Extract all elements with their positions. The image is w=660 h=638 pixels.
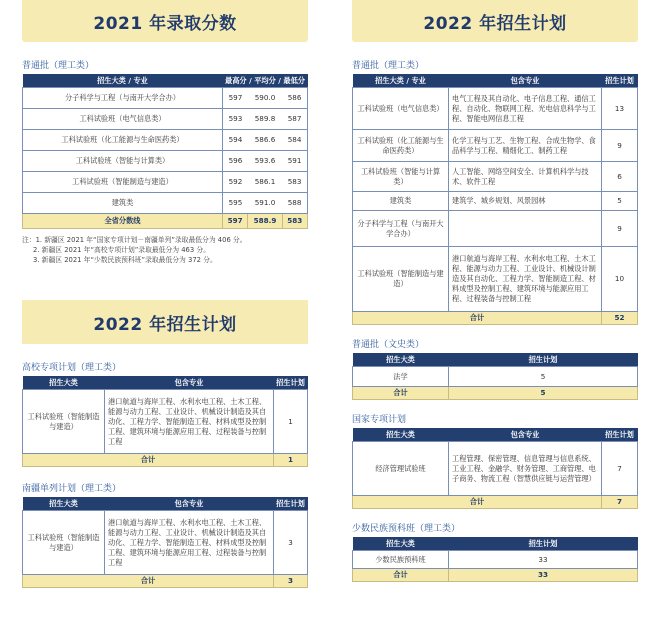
- score-row-min: 591: [282, 151, 307, 172]
- yuke-row: [353, 551, 638, 569]
- putong-li-majors: [449, 211, 602, 247]
- putong-li-total-value: 52: [602, 312, 638, 325]
- guojia-total-row: [353, 496, 638, 509]
- gaoxiao-table: [22, 376, 308, 467]
- score-notes: [22, 235, 308, 265]
- score-row-max: 595: [223, 193, 248, 214]
- score-row-max: 597: [223, 88, 248, 109]
- putong-li-majors: 建筑学、城乡规划、风景园林: [449, 192, 602, 211]
- nanjiang-row: [23, 511, 308, 575]
- nanjiang-category: 工科试验班（智能制造与建造）: [23, 511, 105, 575]
- score-row-name: 工科试验班（电气信息类）: [23, 109, 223, 130]
- gaoxiao-plan: 1: [274, 390, 308, 454]
- putong-wen-plan: 5: [449, 367, 638, 387]
- nanjiang-total-row: [23, 575, 308, 588]
- nanjiang-majors: 港口航道与海岸工程、水利水电工程、土木工程、能源与动力工程、工业设计、机械设计制造及其自动化、工程力学、智能制造工程、材料成型及控制工程、建筑环境与能源应用工程、过程装备与控制工程: [105, 511, 274, 575]
- guojia-plan: 7: [602, 442, 638, 496]
- banner-2022-plan-right: [352, 0, 638, 42]
- score-row-max: 592: [223, 172, 248, 193]
- guojia-table: [352, 428, 638, 509]
- putong-li-row: [353, 211, 638, 247]
- banner-2021-scores-title: 2021 年录取分数: [93, 13, 237, 34]
- score-row-avg: 589.8: [248, 109, 282, 130]
- score-row-name: 工科试验班（智能与计算类）: [23, 151, 223, 172]
- guojia-total-value: 7: [602, 496, 638, 509]
- yuke-title: 少数民族预科班（理工类）: [352, 524, 461, 534]
- putong-li-total-label: 合计: [353, 312, 602, 325]
- yuke-total-row: [353, 569, 638, 582]
- guojia-majors: 工程管理、保密管理、信息管理与信息系统、工业工程、金融学、财务管理、工商管理、电子商务、物流工程（智慧供应链与运营管理）: [449, 442, 602, 496]
- putong-li-plan: 9: [602, 130, 638, 162]
- score-total-min: 583: [282, 214, 307, 229]
- score-total-name: 全省分数线: [23, 214, 223, 229]
- putong-li-table: [352, 74, 638, 325]
- putong-li-row: [353, 88, 638, 130]
- score-row-name: 工科试验班（智能制造与建造）: [23, 172, 223, 193]
- gaoxiao-header-majors: 包含专业: [105, 376, 274, 390]
- gaoxiao-total-value: 1: [274, 454, 308, 467]
- putong-li-category: 工科试验班（智能与计算类）: [353, 162, 449, 192]
- guojia-header-majors: 包含专业: [449, 428, 602, 442]
- score-row-name: 建筑类: [23, 193, 223, 214]
- right-column: [352, 0, 638, 582]
- score-row-avg: 593.6: [248, 151, 282, 172]
- putong-li-plan: 13: [602, 88, 638, 130]
- score-row-avg: 591.0: [248, 193, 282, 214]
- putong-wen-total-label: 合计: [353, 387, 449, 400]
- score-row-min: 584: [282, 130, 307, 151]
- putong-wen-category: 法学: [353, 367, 449, 387]
- note-2: 2. 新疆区 2021 年“高校专项计划”录取最低分为 463 分。: [33, 246, 210, 254]
- nanjiang-header-plan: 招生计划: [274, 497, 308, 511]
- putong-li-category: 分子科学与工程（与南开大学合办）: [353, 211, 449, 247]
- yuke-table: [352, 537, 638, 582]
- nanjiang-header-majors: 包含专业: [105, 497, 274, 511]
- putong-wen-header-category: 招生大类: [353, 353, 449, 367]
- score-row: [23, 193, 308, 214]
- putong-li-row: [353, 130, 638, 162]
- putong-li-category: 工科试验班（电气信息类）: [353, 88, 449, 130]
- score-row-name: 工科试验班（化工能源与生命医药类）: [23, 130, 223, 151]
- score-row-max: 596: [223, 151, 248, 172]
- putong-li-majors: 电气工程及其自动化、电子信息工程、通信工程、自动化、物联网工程、光电信息科学与工程、智能电网信息工程: [449, 88, 602, 130]
- putong-li-majors: 化学工程与工艺、生物工程、合成生物学、食品科学与工程、精细化工、制药工程: [449, 130, 602, 162]
- gaoxiao-header-plan: 招生计划: [274, 376, 308, 390]
- putong-li-category: 建筑类: [353, 192, 449, 211]
- score-row-avg: 586.6: [248, 130, 282, 151]
- gaoxiao-category: 工科试验班（智能制造与建造）: [23, 390, 105, 454]
- nanjiang-table: [22, 497, 308, 588]
- putong-li-header-plan: 招生计划: [602, 74, 638, 88]
- note-1: 注：1. 新疆区 2021 年“国家专项计划－南疆单列”录取最低分为 406 分。: [22, 236, 247, 244]
- left-column: [22, 0, 308, 588]
- yuke-total-value: 33: [449, 569, 638, 582]
- putong-li-row: [353, 192, 638, 211]
- putong-li-header-category: 招生大类 / 专业: [353, 74, 449, 88]
- putong-li-title: 普通批（理工类）: [352, 61, 425, 71]
- score-row: [23, 172, 308, 193]
- nanjiang-plan: 3: [274, 511, 308, 575]
- score-row-avg: 586.1: [248, 172, 282, 193]
- score-header-values: 最高分 / 平均分 / 最低分: [223, 74, 308, 88]
- banner-2022-plan-right-title: 2022 年招生计划: [423, 13, 567, 34]
- score-row-min: 586: [282, 88, 307, 109]
- score-total-max: 597: [223, 214, 248, 229]
- putong-wen-table: [352, 353, 638, 400]
- yuke-header-plan: 招生计划: [449, 537, 638, 551]
- putong-li-plan: 9: [602, 211, 638, 247]
- gaoxiao-majors: 港口航道与海岸工程、水利水电工程、土木工程、能源与动力工程、工业设计、机械设计制造及其自动化、工程力学、智能制造工程、材料成型及控制工程、建筑环境与能源应用工程、过程装备与控制工程: [105, 390, 274, 454]
- guojia-category: 经济管理试验班: [353, 442, 449, 496]
- gaoxiao-total-label: 合计: [23, 454, 274, 467]
- score-row: [23, 130, 308, 151]
- score-table: [22, 74, 308, 229]
- gaoxiao-header-category: 招生大类: [23, 376, 105, 390]
- score-row: [23, 109, 308, 130]
- score-row-min: 587: [282, 109, 307, 130]
- score-row-avg: 590.0: [248, 88, 282, 109]
- nanjiang-title: 南疆单列计划（理工类）: [22, 484, 122, 494]
- putong-li-majors: 人工智能、网络空间安全、计算机科学与技术、软件工程: [449, 162, 602, 192]
- nanjiang-total-label: 合计: [23, 575, 274, 588]
- gaoxiao-title: 高校专项计划（理工类）: [22, 363, 122, 373]
- score-header-name: 招生大类 / 专业: [23, 74, 223, 88]
- nanjiang-total-value: 3: [274, 575, 308, 588]
- putong-li-category: 工科试验班（智能制造与建造）: [353, 247, 449, 312]
- guojia-header-category: 招生大类: [353, 428, 449, 442]
- putong-wen-title: 普通批（文史类）: [352, 340, 425, 350]
- guojia-total-label: 合计: [353, 496, 602, 509]
- banner-2022-plan-left-title: 2022 年招生计划: [93, 314, 237, 335]
- gaoxiao-total-row: [23, 454, 308, 467]
- gaoxiao-row: [23, 390, 308, 454]
- putong-li-total-row: [353, 312, 638, 325]
- score-total-avg: 588.9: [248, 214, 282, 229]
- yuke-category: 少数民族预科班: [353, 551, 449, 569]
- score-row-max: 593: [223, 109, 248, 130]
- score-total-row: [23, 214, 308, 229]
- banner-2021-scores: [22, 0, 308, 42]
- putong-li-plan: 5: [602, 192, 638, 211]
- nanjiang-header-category: 招生大类: [23, 497, 105, 511]
- yuke-total-label: 合计: [353, 569, 449, 582]
- putong-wen-total-row: [353, 387, 638, 400]
- score-row: [23, 88, 308, 109]
- putong-li-row: [353, 162, 638, 192]
- putong-wen-total-value: 5: [449, 387, 638, 400]
- guojia-title: 国家专项计划: [352, 415, 407, 425]
- putong-li-row: [353, 247, 638, 312]
- putong-wen-row: [353, 367, 638, 387]
- guojia-header-plan: 招生计划: [602, 428, 638, 442]
- banner-2022-plan-left: [22, 300, 308, 344]
- score-row-name: 分子科学与工程（与南开大学合办）: [23, 88, 223, 109]
- score-section-title: 普通批（理工类）: [22, 61, 95, 71]
- guojia-row: [353, 442, 638, 496]
- putong-li-majors: 港口航道与海岸工程、水利水电工程、土木工程、能源与动力工程、工业设计、机械设计制造及其自动化、工程力学、智能制造工程、材料成型及控制工程、建筑环境与能源应用工程、过程装备与控制工程: [449, 247, 602, 312]
- putong-li-header-majors: 包含专业: [449, 74, 602, 88]
- score-row: [23, 151, 308, 172]
- putong-li-plan: 10: [602, 247, 638, 312]
- score-row-min: 588: [282, 193, 307, 214]
- note-3: 3. 新疆区 2021 年“少数民族预科班”录取最低分为 372 分。: [33, 256, 217, 264]
- putong-li-plan: 6: [602, 162, 638, 192]
- yuke-header-category: 招生大类: [353, 537, 449, 551]
- score-row-min: 583: [282, 172, 307, 193]
- putong-wen-header-plan: 招生计划: [449, 353, 638, 367]
- yuke-plan: 33: [449, 551, 638, 569]
- putong-li-category: 工科试验班（化工能源与生命医药类）: [353, 130, 449, 162]
- score-row-max: 594: [223, 130, 248, 151]
